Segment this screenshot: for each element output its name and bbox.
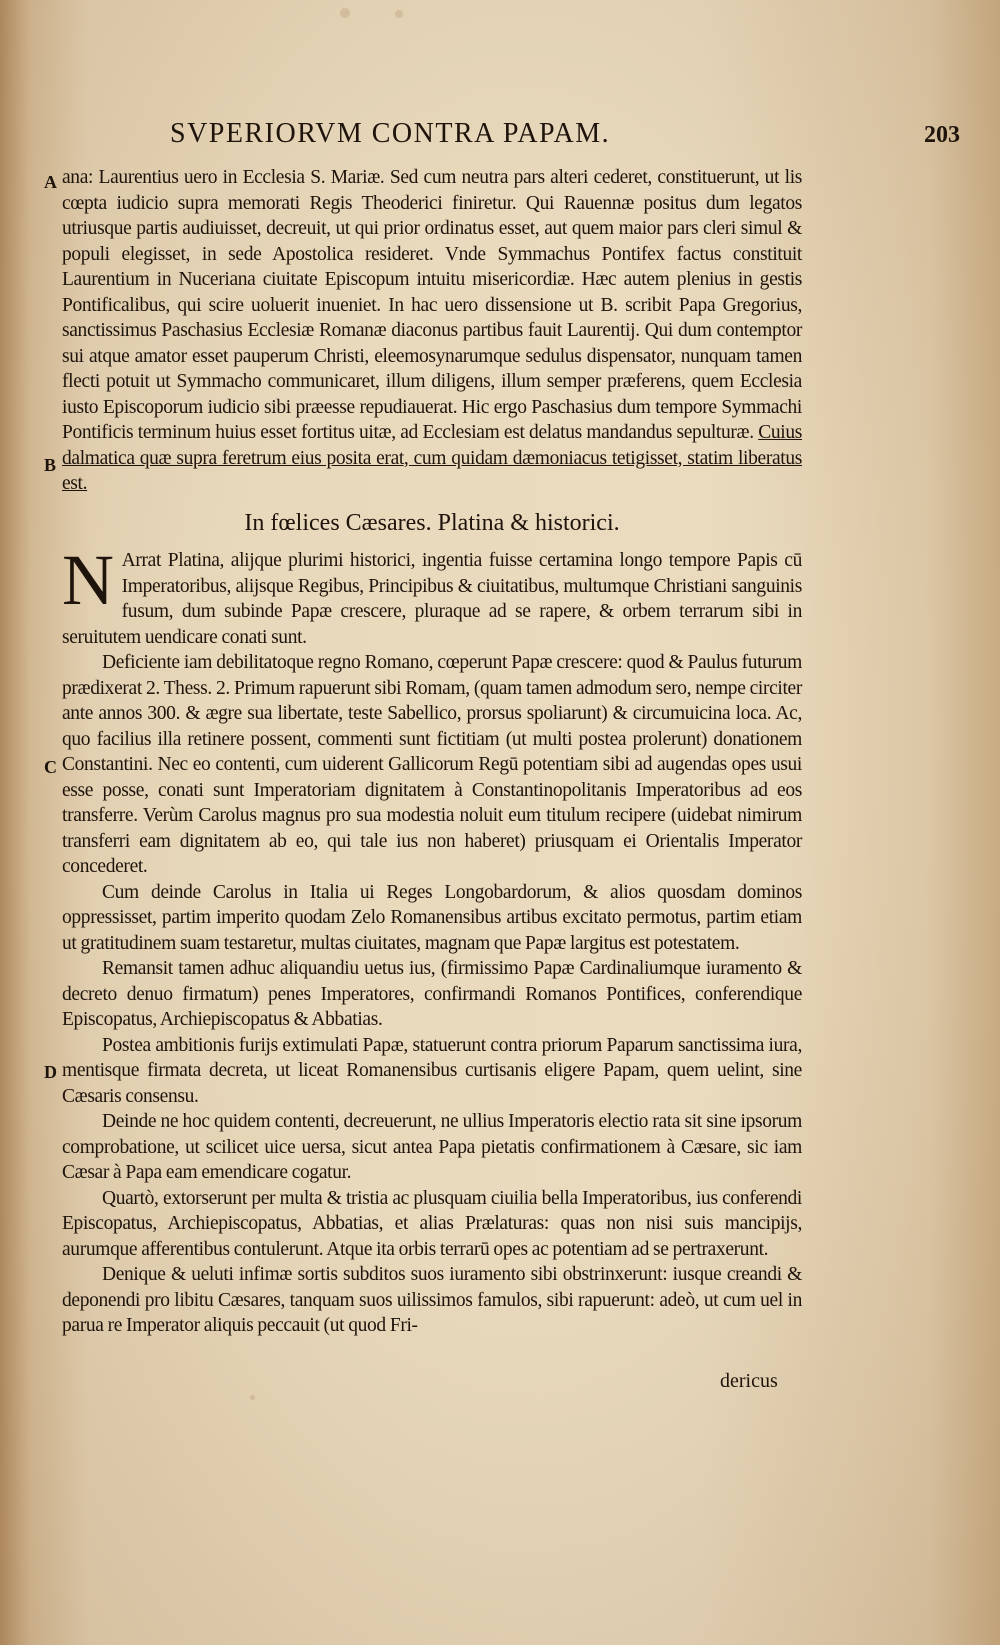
paragraph-2: Deficiente iam debilitatoque regno Romano, cœperunt Papæ crescere: quod & Paulus futurum prædixerat 2. Thess. 2. Primum rapuerunt sibi Romam, (quam tamen admodum sero, nempe circiter ante annos 300. & ægre sua libertate, teste Sabellico, prorsus spoliarunt) & circumuicina loca. Ac, quo facilius illa retinere possent, commenti sunt fictitiam (ut multi postea prolerunt) donationem Constantini. Nec eo contenti, cum uiderent Gallicorum Regū potentiam sibi ad augendas opes usui esse posse, conati sunt Imperatoriam dignitatem à Constantinopolitanis Imperatoribus ad eos transferre. Verùm Carolus magnus pro sua modestia noluit eum titulum recipere (uidebat nimirum transferri eam dignitatem ab eo, qui tale ius non haberet) priusquam ei Orientalis Imperator concederet. [62,652,802,877]
catchword: dericus [720,1370,778,1392]
top-text-block [62,165,802,497]
margin-letter-d: D [44,1062,57,1082]
ink-spot [395,10,403,18]
main-text-block [62,540,802,1339]
paragraph-7: Quartò, extorserunt per multa & tristia ac plusquam ciuilia bella Imperatoribus, ius conferendi Episcopatus, Archiepiscopatus, Abbatias, et alias Prælaturas: quas non nisi suis mancipijs, aurumque afferentibus contulerunt. Atque ita orbis terrarū opes ac potentiam ad se pertraxerunt. [62,1187,802,1260]
ink-spot [250,1395,255,1400]
paragraph-6: Deinde ne hoc quidem contenti, decreuerunt, ne ullius Imperatoris electio rata sit sine ipsorum comprobatione, ut scilicet uice uersa, sicut antea Papa pietatis confirmationem à Cæsare, sic iam Cæsar à Papa eam emendicare cogatur. [62,1111,802,1183]
page-number: 203 [924,122,960,148]
top-paragraph: ana: Laurentius uero in Ecclesia S. Mariæ. Sed cum neutra pars alteri cederet, constituerunt, ut lis cœpta iudicio supra memorati Regis Theoderici finiretur. Qui Rauennæ positus dum legatos utriusque partis audiuisset, decreuit, ut qui prior ordinatus esset, aut quem maior pars cleri simul & populi elegisset, in sede Apostolica resideret. Vnde Symmachus Pontifex factus constituit Laurentium in Nuceriana ciuitate Episcopum intuitu misericordiæ. Hæc autem plenius in gestis Pontificalibus, qui scire uoluerit inueniet. In hac uero dissensione ut B. scribit Papa Gregorius, sanctissimus Paschasius Ecclesiæ Romanæ diaconus partibus fauit Laurentij. Qui dum contemptor sui atque amator esset pauperum Christi, eleemosynarumque sedulus dispensator, nunquam tamen flecti potuit ut Symmacho communicaret, illum diligens, illum semper præferens, quem Ecclesia iusto Episcoporum iudicio sibi præesse repudiauerat. Hic ergo Paschasius dum tempore Symmachi Pontificis terminum huius esset fortitus uitæ, ad Ecclesiam est delatus mandandus sepulturæ. [62,167,802,443]
underlined-sentence: Cuius dalmatica quæ supra feretrum eius posita erat, cum quidam dæmoniacus tetigisset, statim liberatus est. [62,422,802,494]
running-head: SVPERIORVM CONTRA PAPAM. [170,118,611,149]
ink-spot [340,8,350,18]
margin-letter-a: A [44,172,57,192]
paragraph-1: Arrat Platina, alijque plurimi historici, ingentia fuisse certamina longo tempore Papis cū Imperatoribus, alijsque Regibus, Principibus & ciuitatibus, multumque Christiani sanguinis fusum, dum subinde Papæ crescere, pluraque ad se rapere, & orbem terrarum sibi in seruitutem uendicare conati sunt. [62,550,802,648]
margin-letter-b: B [44,455,57,475]
margin-letter-c: C [44,757,57,777]
page-header [170,118,960,160]
drop-cap: N [62,540,114,620]
section-title: In fœlices Cæsares. Platina & historici. [244,510,620,536]
paragraph-5: Postea ambitionis furijs extimulati Papæ, statuerunt contra priorum Paparum sanctissima iura, mentisque firmata decreta, ut liceat Romanensibus curtisanis eligere Papam, quem uelint, sine Cæsaris consensu. [62,1034,802,1107]
paragraph-8: Denique & ueluti infimæ sortis subditos suos iuramento sibi obstrinxerunt: iusque creandi & deponendi pro libitu Cæsares, tanquam suos uilissimos famulos, sibi rapuerunt: adeò, ut cum uel in parua re Imperator aliquis peccauit (ut quod Fri- [62,1264,802,1336]
paragraph-3: Cum deinde Carolus in Italia ui Reges Longobardorum, & alios quosdam dominos oppressisset, partim imperito quodam Zelo Romanensibus artibus excitato permotus, partim etiam ut gratitudinem suam testaretur, multas ciuitates, magnam que Papæ largitus est potestatem. [62,881,802,954]
paragraph-4: Remansit tamen adhuc aliquandiu uetus ius, (firmissimo Papæ Cardinaliumque iuramento & decreto denuo firmatum) penes Imperatores, confirmandi Romanos Pontifices, conferendique Episcopatus, Archiepiscopatus & Abbatias. [62,958,802,1030]
